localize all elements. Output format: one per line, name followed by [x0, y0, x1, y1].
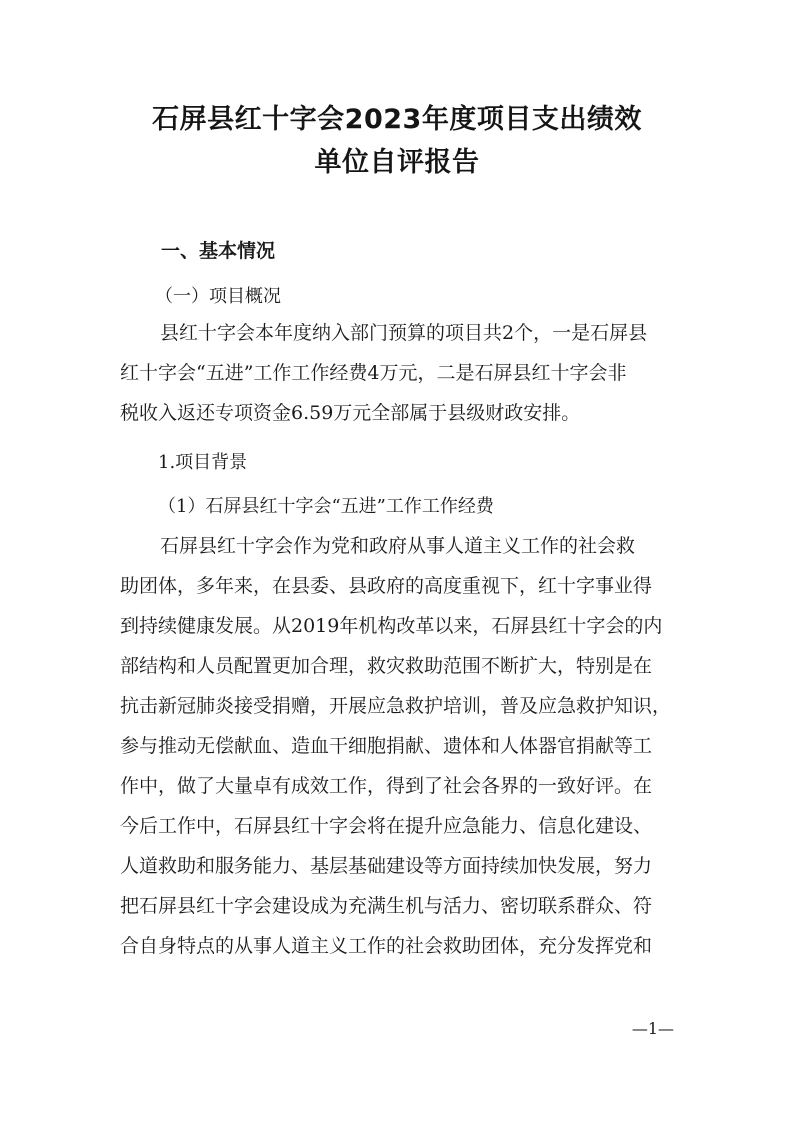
paragraph-line: 税收入返还专项资金6.59万元全部属于县级财政安排。	[120, 402, 581, 424]
item-heading: （1）石屏县红十字会“五进”工作工作经费	[158, 496, 494, 517]
paragraph-line: 到持续健康发展。从2019年机构改革以来，石屏县红十字会的内	[120, 615, 663, 637]
item-paragraph	[120, 526, 680, 966]
paragraph-line: 今后工作中，石屏县红十字会将在提升应急能力、信息化建设、	[120, 815, 653, 837]
document-title-line-1: 石屏县红十字会2023年度项目支出绩效	[152, 104, 642, 135]
paragraph-line: 县红十字会本年度纳入部门预算的项目共2个，一是石屏县	[160, 322, 648, 344]
paragraph-line: 合自身特点的从事人道主义工作的社会救助团体，充分发挥党和	[120, 935, 653, 957]
paragraph-line: 石屏县红十字会作为党和政府从事人道主义工作的社会救	[160, 535, 636, 557]
background-heading: 1.项目背景	[158, 452, 248, 473]
paragraph-line: 把石屏县红十字会建设成为充满生机与活力、密切联系群众、符	[120, 895, 653, 917]
section-heading: 一、基本情况	[161, 240, 276, 262]
paragraph-line: 部结构和人员配置更加合理，救灾救助范围不断扩大，特别是在	[120, 655, 653, 677]
page-number: —1—	[631, 1019, 674, 1038]
document-title-line-2: 单位自评报告	[314, 147, 480, 178]
paragraph-line: 参与推动无偿献血、造血干细胞捐献、遗体和人体器官捐献等工	[120, 735, 653, 757]
overview-paragraph	[120, 313, 680, 433]
paragraph-line: 助团体，多年来，在县委、县政府的高度重视下，红十字事业得	[120, 575, 653, 597]
paragraph-line: 红十字会“五进”工作工作经费4万元，二是石屏县红十字会非	[120, 362, 627, 384]
paragraph-line: 抗击新冠肺炎接受捐赠，开展应急救护培训，普及应急救护知识，	[120, 695, 672, 717]
subsection-heading: （一）项目概况	[155, 286, 281, 307]
paragraph-line: 人道救助和服务能力、基层基础建设等方面持续加快发展，努力	[120, 855, 653, 877]
paragraph-line: 作中，做了大量卓有成效工作，得到了社会各界的一致好评。在	[120, 775, 653, 797]
